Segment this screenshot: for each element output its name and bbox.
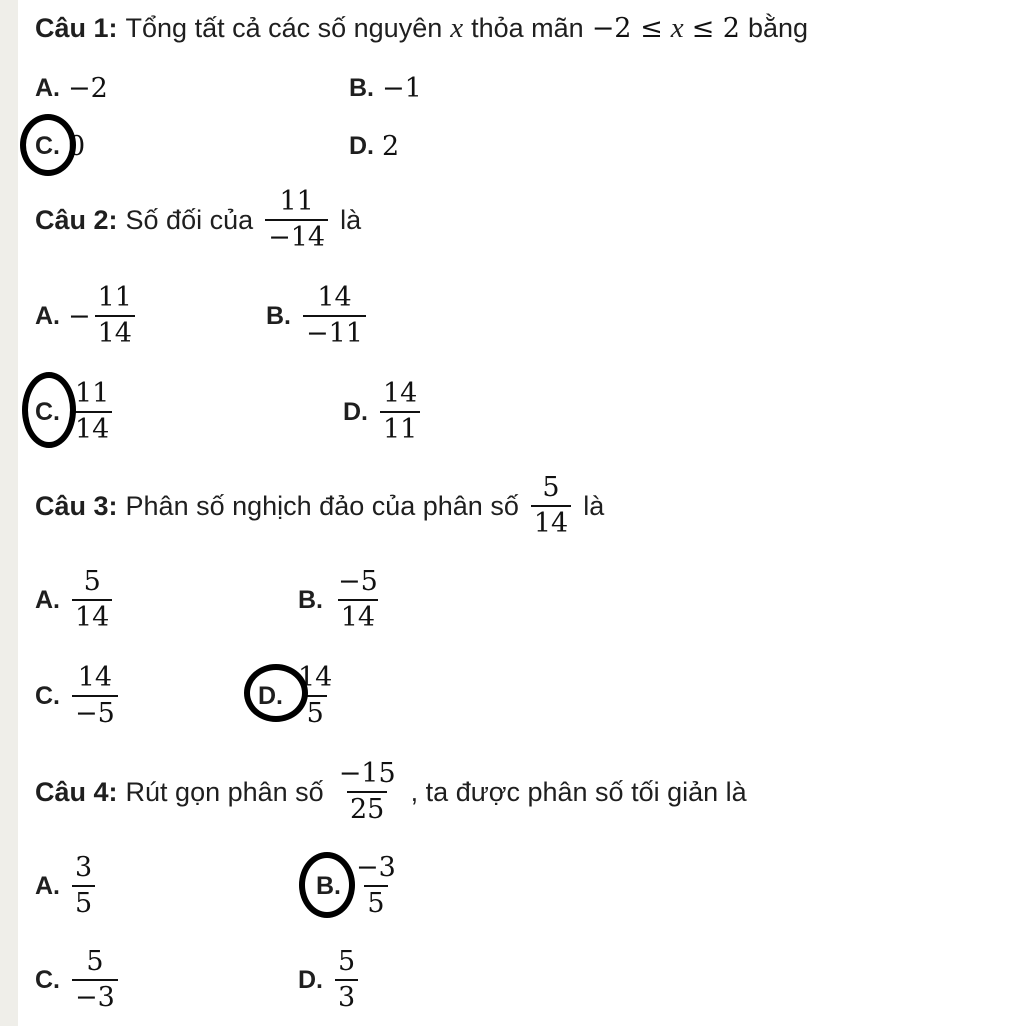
option-label: C. (35, 397, 60, 426)
fraction-numerator: 14 (77, 661, 113, 693)
option-fraction (335, 565, 381, 633)
question-1-math-right: ≤ 2 (691, 12, 740, 44)
fraction-numerator: 5 (83, 565, 101, 597)
question-4-option-a[interactable] (35, 846, 99, 926)
fraction-denominator: 3 (335, 979, 358, 1012)
question-3-option-c[interactable] (35, 656, 122, 736)
fraction-denominator: 25 (347, 791, 387, 824)
fraction-denominator: 11 (380, 411, 420, 444)
option-label: C. (35, 965, 60, 994)
fraction-numerator: 11 (75, 377, 110, 409)
answer-circle-q3 (244, 664, 308, 722)
fraction-numerator: −3 (356, 851, 396, 883)
fraction-numerator: 11 (279, 185, 314, 217)
question-1-option-b[interactable] (349, 68, 422, 108)
option-label: A. (35, 585, 60, 614)
question-2-text-before: Số đối của (125, 204, 254, 235)
option-label: B. (316, 871, 341, 900)
question-1-text-after: bằng (747, 12, 809, 43)
fraction-denominator: −11 (303, 315, 366, 348)
question-1-option-d[interactable] (349, 126, 399, 166)
question-1-variable: x (450, 11, 464, 44)
fraction-denominator: 5 (72, 885, 95, 918)
option-fraction (72, 945, 118, 1013)
option-label: B. (298, 585, 323, 614)
option-label: C. (35, 681, 60, 710)
fraction-numerator: −15 (338, 757, 396, 789)
option-value: 2 (382, 130, 400, 162)
option-label: A. (35, 301, 60, 330)
option-fraction (303, 281, 366, 349)
question-3-fraction (531, 471, 571, 539)
question-1-math-variable: x (670, 11, 684, 44)
fraction-numerator: 14 (317, 281, 352, 313)
question-1-option-a[interactable] (35, 68, 108, 108)
option-label: B. (349, 73, 374, 102)
question-2-option-a[interactable] (35, 276, 139, 356)
question-4-option-d[interactable] (298, 940, 362, 1020)
option-label: D. (258, 681, 283, 710)
option-value: −2 (68, 72, 108, 104)
answer-circle-q4 (299, 852, 355, 918)
question-3-text-after: là (583, 490, 605, 521)
question-3-label: Câu 3: (35, 490, 118, 521)
option-label: A. (35, 73, 60, 102)
fraction-denominator: 14 (72, 411, 112, 444)
question-4 (35, 752, 747, 832)
option-label: D. (349, 131, 374, 160)
question-4-text-before: Rút gọn phân số (125, 776, 324, 807)
question-2-fraction (265, 185, 328, 253)
worksheet (18, 0, 1024, 1026)
question-1-math-left: −2 ≤ (591, 12, 663, 44)
option-value: −1 (382, 72, 422, 104)
fraction-numerator: 11 (97, 281, 132, 313)
fraction-numerator: 5 (338, 945, 356, 977)
option-label: B. (266, 301, 291, 330)
fraction-numerator: 14 (383, 377, 418, 409)
question-4-fraction (336, 757, 399, 825)
question-1-label: Câu 1: (35, 12, 118, 43)
question-2-label: Câu 2: (35, 204, 118, 235)
option-label: D. (343, 397, 368, 426)
option-fraction (335, 945, 358, 1013)
answer-circle-q2 (22, 372, 76, 448)
option-value: 0 (68, 130, 86, 162)
question-2-option-b[interactable] (266, 276, 370, 356)
option-fraction (72, 377, 112, 445)
fraction-numerator: −5 (338, 565, 378, 597)
option-fraction (353, 851, 399, 919)
question-3-text-before: Phân số nghịch đảo của phân số (125, 490, 519, 521)
fraction-numerator: 5 (542, 471, 560, 503)
question-2 (35, 180, 361, 260)
fraction-numerator: 5 (86, 945, 104, 977)
answer-circle-q1 (20, 114, 76, 176)
option-label: D. (298, 965, 323, 994)
question-4-text-after: , ta được phân số tối giản là (410, 776, 747, 807)
fraction-denominator: 5 (364, 885, 387, 918)
fraction-denominator: 14 (338, 599, 378, 632)
option-fraction (72, 661, 118, 729)
fraction-denominator: 14 (531, 505, 571, 538)
option-label: A. (35, 871, 60, 900)
option-sign: − (68, 300, 91, 332)
fraction-denominator: −14 (265, 219, 328, 252)
question-1-text-mid: thỏa mãn (471, 12, 584, 43)
fraction-denominator: 14 (72, 599, 112, 632)
question-4-label: Câu 4: (35, 776, 118, 807)
question-3-option-b[interactable] (298, 560, 385, 640)
option-fraction (72, 565, 112, 633)
fraction-denominator: 14 (95, 315, 135, 348)
left-margin-strip (0, 0, 18, 1026)
option-fraction (380, 377, 420, 445)
question-2-text-after: là (340, 204, 362, 235)
fraction-numerator: 14 (298, 661, 333, 693)
fraction-numerator: 3 (75, 851, 93, 883)
question-1-text-before: Tổng tất cả các số nguyên (125, 12, 443, 43)
option-fraction (95, 281, 135, 349)
question-2-option-d[interactable] (343, 372, 424, 452)
question-3-option-a[interactable] (35, 560, 116, 640)
option-fraction (72, 851, 95, 919)
question-1 (35, 8, 808, 48)
fraction-denominator: −5 (72, 695, 118, 728)
question-4-option-c[interactable] (35, 940, 122, 1020)
fraction-denominator: −3 (72, 979, 118, 1012)
question-3 (35, 466, 604, 546)
fraction-denominator: 5 (304, 695, 327, 728)
option-label: C. (35, 131, 60, 160)
